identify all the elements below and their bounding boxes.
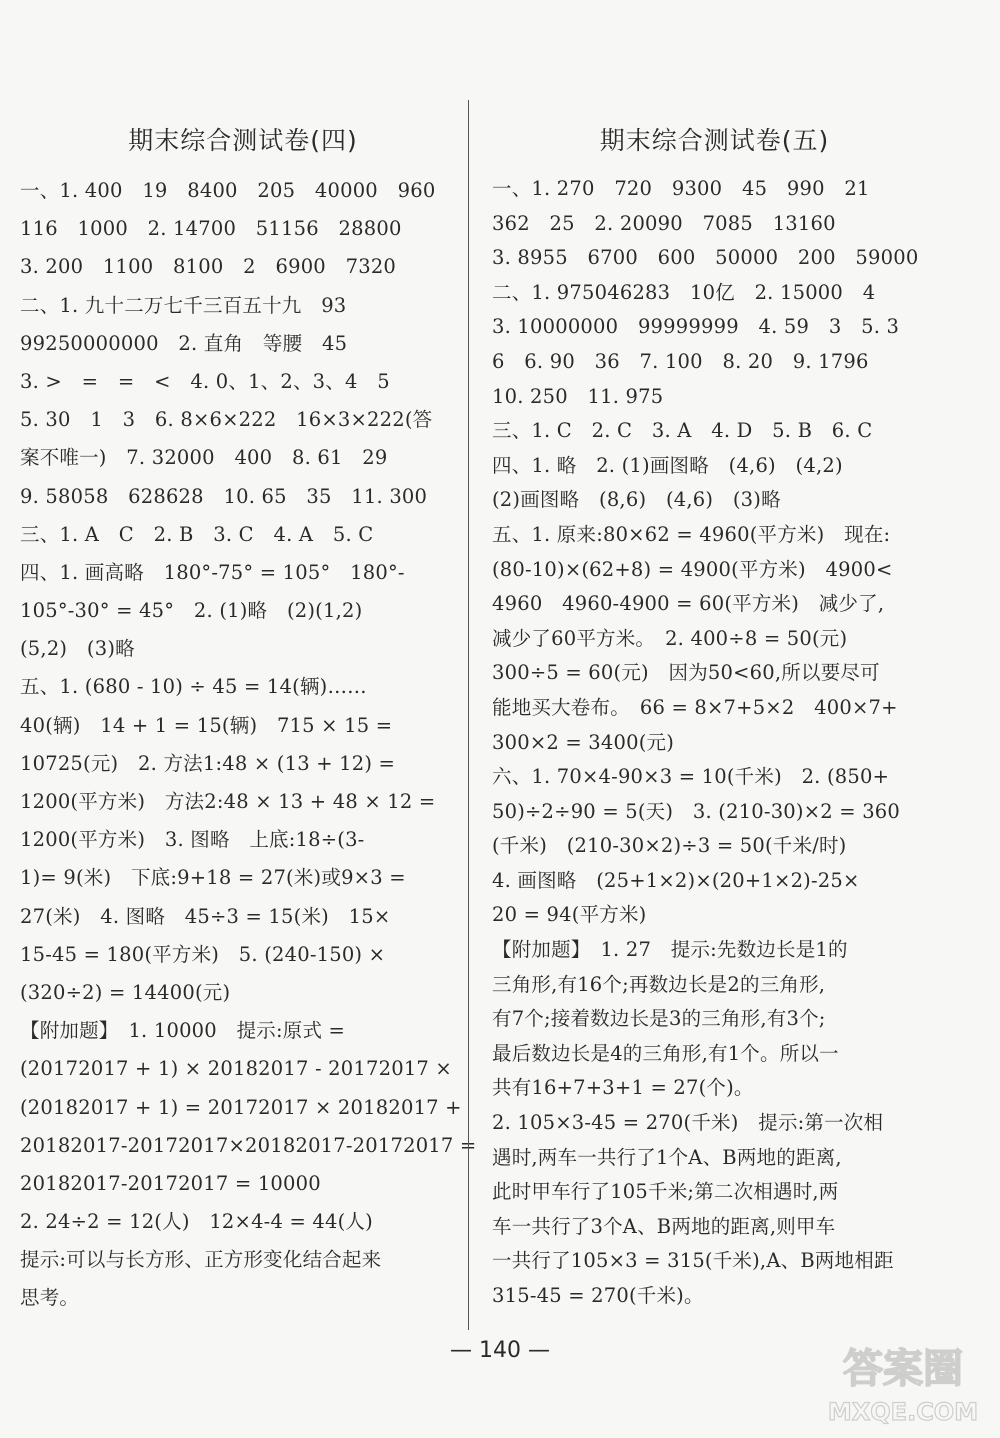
- answer-line: 20182017-20172017 = 10000: [20, 1171, 321, 1195]
- right-answer-lines: [492, 172, 927, 1314]
- answer-line: 20182017-20172017×20182017-20172017 =: [20, 1133, 477, 1157]
- answer-line: 提示:可以与长方形、正方形变化结合起来: [20, 1248, 382, 1272]
- answer-line: 1)= 9(米) 下底:9+18 = 27(米)或9×3 =: [20, 866, 406, 890]
- answer-line: 1200(平方米) 方法2:48 × 13 + 48 × 12 =: [20, 790, 436, 813]
- answer-line: 一、1. 270 720 9300 45 990 21: [492, 177, 870, 200]
- answer-line: (80-10)×(62+8) = 4900(平方米) 4900<: [492, 557, 893, 581]
- answer-line: 362 25 2. 20090 7085 13160: [492, 211, 836, 235]
- answer-line: 4. 画图略 (25+1×2)×(20+1×2)-25×: [492, 868, 860, 892]
- answer-line: 9. 58058 628628 10. 65 35 11. 300: [20, 484, 428, 508]
- answer-line: 四、1. 略 2. (1)画图略 (4,6) (4,2): [492, 453, 843, 477]
- answer-line: 遇时,两车一共行了1个A、B两地的距离,: [492, 1145, 842, 1169]
- answer-line: 3. 10000000 99999999 4. 59 3 5. 3: [492, 315, 900, 339]
- answer-line: 【附加题】 1. 10000 提示:原式 =: [20, 1019, 346, 1043]
- answer-line: 116 1000 2. 14700 51156 28800: [20, 217, 402, 241]
- answer-line: 一共行了105×3 = 315(千米),A、B两地相距: [492, 1249, 894, 1273]
- answer-line: 减少了60平方米。 2. 400÷8 = 50(元): [492, 626, 848, 650]
- answer-line: 有7个;接着数边长是3的三角形,有3个;: [492, 1007, 826, 1031]
- answer-line: 三、1. A C 2. B 3. C 4. A 5. C: [20, 522, 374, 546]
- answer-line: 五、1. 原来:80×62 = 4960(平方米) 现在:: [492, 522, 891, 546]
- left-answer-column: [20, 118, 477, 1318]
- answer-line: 3. 200 1100 8100 2 6900 7320: [20, 255, 397, 279]
- answer-line: 案不唯一) 7. 32000 400 8. 61 29: [20, 446, 388, 470]
- answer-line: (20172017 + 1) × 20182017 - 20172017 ×: [20, 1057, 452, 1081]
- left-answer-lines: [20, 172, 477, 1318]
- watermark-logo: [818, 1336, 988, 1428]
- answer-line: (320÷2) = 14400(元): [20, 980, 231, 1004]
- right-answer-column: [492, 118, 927, 1314]
- answer-line: 3. 8955 6700 600 50000 200 59000: [492, 246, 919, 270]
- answer-line: 20 = 94(平方米): [492, 903, 647, 927]
- answer-line: 300×2 = 3400(元): [492, 730, 675, 754]
- answer-line: 三角形,有16个;再数边长是2的三角形,: [492, 972, 826, 996]
- answer-line: 99250000000 2. 直角 等腰 45: [20, 331, 348, 355]
- answer-line: 315-45 = 270(千米)。: [492, 1284, 704, 1307]
- answer-line: (20182017 + 1) = 20172017 × 20182017 +: [20, 1095, 462, 1119]
- answer-line: 三、1. C 2. C 3. A 4. D 5. B 6. C: [492, 419, 873, 443]
- watermark-text: 答案圈: [843, 1346, 963, 1392]
- answer-line: 六、1. 70×4-90×3 = 10(千米) 2. (850+: [492, 765, 890, 789]
- answer-line: 105°-30° = 45° 2. (1)略 (2)(1,2): [20, 599, 363, 623]
- answer-line: 40(辆) 14 + 1 = 15(辆) 715 × 15 =: [20, 713, 393, 737]
- answer-line: 27(米) 4. 图略 45÷3 = 15(米) 15×: [20, 904, 391, 928]
- answer-line: 4960 4960-4900 = 60(平方米) 减少了,: [492, 592, 885, 616]
- answer-line: 3. > = = < 4. 0、1、2、3、4 5: [20, 369, 390, 393]
- answer-line: 10725(元) 2. 方法1:48 × (13 + 12) =: [20, 751, 396, 775]
- answer-line: 15-45 = 180(平方米) 5. (240-150) ×: [20, 942, 386, 966]
- answer-line: 五、1. (680 - 10) ÷ 45 = 14(辆)……: [20, 675, 367, 699]
- answer-line: 能地买大卷布。 66 = 8×7+5×2 400×7+: [492, 695, 898, 719]
- answer-line: 50)÷2÷90 = 5(天) 3. (210-30)×2 = 360: [492, 799, 901, 823]
- answer-line: 2. 24÷2 = 12(人) 12×4-4 = 44(人): [20, 1210, 373, 1234]
- answer-line: (5,2) (3)略: [20, 637, 135, 661]
- answer-line: 四、1. 画高略 180°-75° = 105° 180°-: [20, 560, 405, 584]
- answer-line: 此时甲车行了105千米;第二次相遇时,两: [492, 1180, 839, 1204]
- answer-line: 5. 30 1 3 6. 8×6×222 16×3×222(答: [20, 408, 433, 432]
- answer-line: 一、1. 400 19 8400 205 40000 960: [20, 179, 436, 202]
- answer-line: (2)画图略 (8,6) (4,6) (3)略: [492, 488, 781, 512]
- answer-line: 思考。: [20, 1286, 80, 1310]
- left-test-title: 期末综合测试卷(四): [128, 126, 358, 155]
- answer-line: 二、1. 975046283 10亿 2. 15000 4: [492, 280, 876, 304]
- answer-line: 1200(平方米) 3. 图略 上底:18÷(3-: [20, 828, 365, 852]
- answer-line: 二、1. 九十二万七千三百五十九 93: [20, 293, 347, 317]
- answer-line: 2. 105×3-45 = 270(千米) 提示:第一次相: [492, 1111, 884, 1135]
- answer-line: 共有16+7+3+1 = 27(个)。: [492, 1076, 754, 1100]
- answer-line: 6 6. 90 36 7. 100 8. 20 9. 1796: [492, 349, 869, 373]
- answer-line: 车一共行了3个A、B两地的距离,则甲车: [492, 1214, 836, 1238]
- answer-line: 最后数边长是4的三角形,有1个。所以一: [492, 1041, 839, 1065]
- answer-line: 10. 250 11. 975: [492, 384, 664, 408]
- right-test-title: 期末综合测试卷(五): [599, 126, 830, 155]
- answer-line: (千米) (210-30×2)÷3 = 50(千米/时): [492, 834, 847, 858]
- page-number: — 140 —: [450, 1338, 550, 1363]
- column-divider: [468, 100, 469, 1330]
- watermark-url: MXQE.COM: [827, 1398, 979, 1426]
- answer-line: 300÷5 = 60(元) 因为50<60,所以要尽可: [492, 661, 880, 685]
- answer-line: 【附加题】 1. 27 提示:先数边长是1的: [492, 938, 848, 962]
